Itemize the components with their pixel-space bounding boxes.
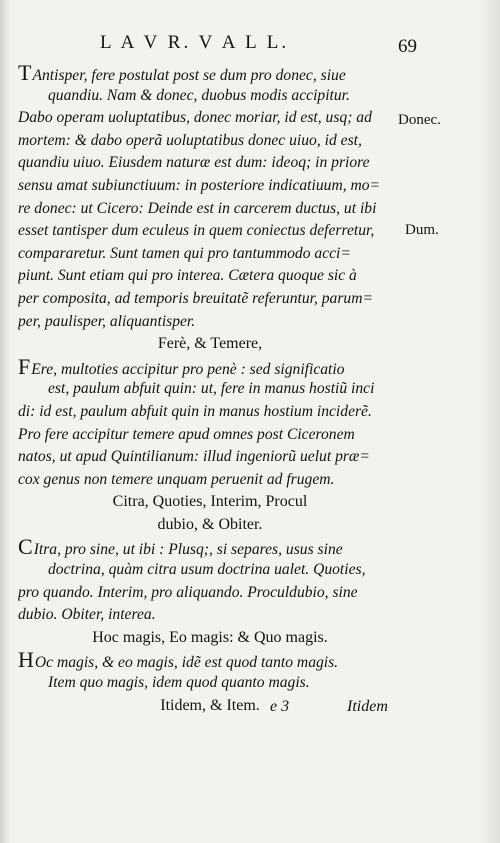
text-line: piunt. Sunt etiam qui pro interea. Cætera quoque sic à xyxy=(18,267,357,285)
text-line: re donec: ut Cicero: Deinde est in carcerem ductus, ut ibi xyxy=(18,199,377,217)
text-line: dubio. Obiter, interea. xyxy=(18,606,156,624)
text-line: natos, ut apud Quintilianum: illud ingeniorũ uelut præ= xyxy=(18,448,370,466)
section-heading: Ferè, & Temere, xyxy=(157,335,263,353)
body-text xyxy=(18,62,402,717)
initial-letter: C xyxy=(18,536,33,560)
text-line: per, paulisper, aliquantisper. xyxy=(18,312,196,330)
section-heading: Hoc magis, Eo magis: & Quo magis. xyxy=(92,628,328,646)
running-title: L A V R. V A L L. xyxy=(100,32,290,53)
text-line: cox genus non temere unquam peruenit ad frugem. xyxy=(18,470,335,488)
text-line: per composita, ad temporis breuitatẽ referuntur, parum= xyxy=(18,289,374,307)
section-heading: dubio, & Obiter. xyxy=(157,515,263,533)
text-line: esset tantisper dum eculeus in quem coniectus deferretur, xyxy=(18,222,375,240)
text-line: pro quando. Interim, pro aliquando. Proculdubio, sine xyxy=(18,583,358,601)
text-line: TAntisper, fere postulat post se dum pro donec, siue xyxy=(18,62,346,85)
section-heading: Citra, Quoties, Interim, Procul xyxy=(112,493,308,511)
signature-mark: e 3 xyxy=(270,698,290,715)
initial-letter: F xyxy=(18,355,31,379)
text-line: FEre, multoties accipitur pro penè : sed significatio xyxy=(18,355,345,379)
text-line: mortem: & dabo operã uoluptatibus donec uiuo, id est, xyxy=(18,131,362,149)
initial-letter: H xyxy=(18,649,34,673)
text-line: Pro fere accipitur temere apud omnes post Ciceronem xyxy=(18,425,355,443)
text-line: sensu amat subiunctiuum: in posteriore indicatiuum, mo= xyxy=(18,176,381,194)
text-line: di: id est, paulum abfuit quin in manus hostium inciderẽ. xyxy=(18,402,372,420)
section-heading: Itidem, & Item. xyxy=(160,696,260,714)
text-line: HOc magis, & eo magis, idẽ est quod tanto magis. xyxy=(18,649,339,673)
initial-letter: T xyxy=(18,62,32,85)
text-line: doctrina, quàm citra usum doctrina ualet. Quoties, xyxy=(48,561,366,579)
page-edge-shadow xyxy=(478,0,500,843)
text-line: quandiu. Nam & donec, duobus modis accipitur. xyxy=(48,86,350,104)
text-line: quandiu uiuo. Eiusdem naturæ est dum: ideoq; in priore xyxy=(18,154,370,172)
text-line: Item quo magis, idem quod quanto magis. xyxy=(48,674,310,692)
text-line: compararetur. Sunt tamen qui pro tantummodo acci= xyxy=(18,244,351,262)
catchword: Itidem xyxy=(347,698,388,715)
text-line: Dabo operam uoluptatibus, donec moriar, id est, usq; ad xyxy=(18,109,372,127)
text-line: CItra, pro sine, ut ibi : Plusq;, si separes, usus sine xyxy=(18,536,343,560)
text-line: est, paulum abfuit quin: ut, fere in manus hostiũ inci xyxy=(48,380,375,398)
gutter-shadow xyxy=(0,0,10,843)
margin-note-donec: Donec. xyxy=(398,112,441,128)
margin-note-dum: Dum. xyxy=(405,222,439,238)
page-number: 69 xyxy=(398,36,417,57)
